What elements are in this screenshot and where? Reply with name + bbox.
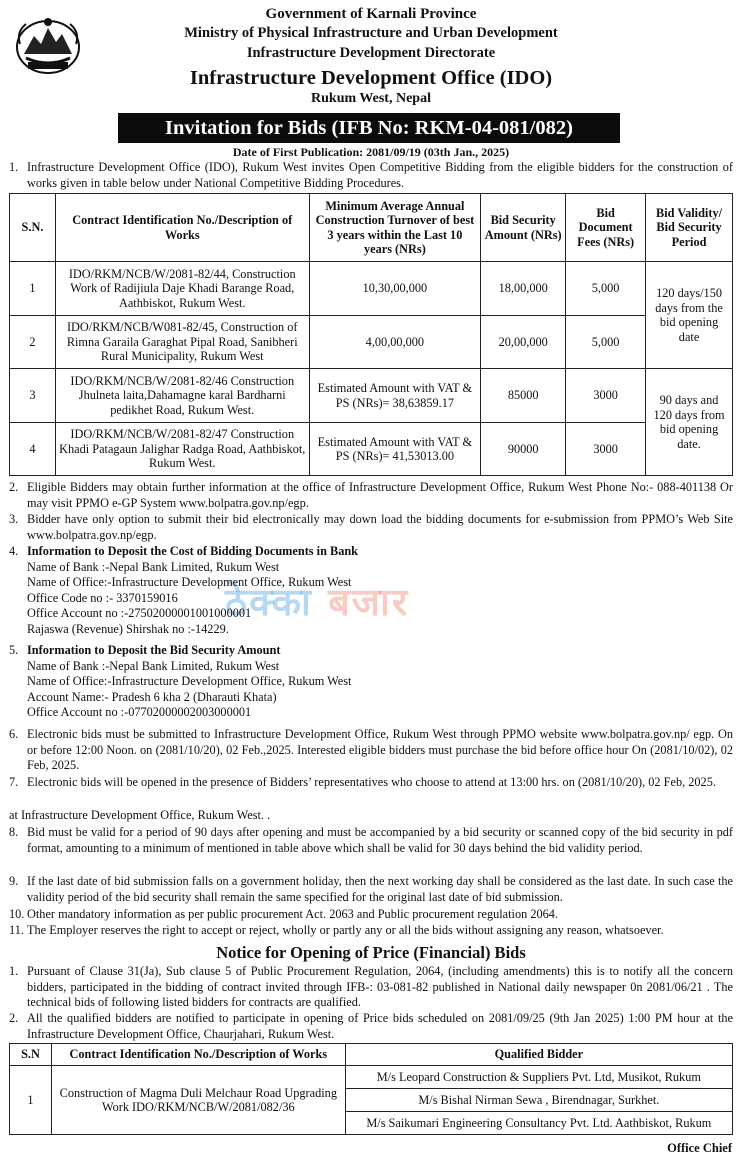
bidder-2: M/s Bishal Nirman Sewa , Birendnagar, Surkhet. — [345, 1089, 732, 1112]
table-row: 2 IDO/RKM/NCB/W081-82/45, Construction of Rimna Garaila Garaghat Pipal Road, Sanibheri Rural Municipality, Rukum West 4,00,00,000 20,00,000 5,000 — [10, 316, 733, 369]
col-contract: Contract Identification No./Description of Works — [55, 194, 309, 262]
notice-para-2: 2. All the qualified bidders are notified to participate in opening of Price bids scheduled on 2081/09/25 (9th Jan 2025) 1:00 PM hour at the Infrastructure Development Office, Chaurjahari, Rukum West. — [9, 1011, 733, 1041]
table-header-row — [10, 194, 733, 262]
ministry-line: Ministry of Physical Infrastructure and Urban Development — [184, 25, 558, 41]
para-5: 5. Information to Deposit the Bid Security Amount Name of Bank :-Nepal Bank Limited, Rukum West Name of Office:-Infrastructure Development Office, Rukum West Account Name:- Pradesh 6 kha 2 (Dharauti Khata) Office Account no :-07702000002003000001 — [9, 643, 352, 719]
signature-office-chief: Office Chief — [667, 1141, 732, 1155]
para-3: 3. Bidder have only option to submit their bid electronically may down load the bidding documents for e-submission from PPMO’s Web Site www.bolpatra.gov.np/egp. — [9, 512, 733, 542]
para-1: 1. Infrastructure Development Office (IDO), Rukum West invites Open Competitive Bidding from the eligible bidders for the construction of works given in table below under National Competitive Bidding Procedures. — [9, 160, 733, 190]
para-6: 6. Electronic bids must be submitted to Infrastructure Development Office, Rukum West through PPMO website www.bolpatra.gov.np/ egp. On or before 12:00 Noon. on (2081/10/20), 02 Feb.,2025. Interested eligible bidders must purchase the bid before office hour On (2081/10/02), 02 Feb, 2025. — [9, 727, 733, 772]
validity-a: 120 days/150 days from the bid opening date — [646, 262, 733, 369]
watermark: ठेक्का बजार — [225, 580, 410, 624]
publication-date: Date of First Publication: 2081/09/19 (03th Jan., 2025) — [232, 145, 510, 159]
table-row: 3 IDO/RKM/NCB/W/2081-82/46 Construction Jhulneta laita,Dahamagne karal Bardharni pedikhet Road, Rukum West. Estimated Amount with VAT & PS (NRs)= 38,63859.17 85000 3000 90 days and 120 days from bid opening date. — [10, 369, 733, 423]
directorate-line: Infrastructure Development Directorate — [246, 45, 496, 61]
para-7: 7. Electronic bids will be opened in the presence of Bidders’ representatives who choose to attend at 13:00 hrs. on (2081/10/20), 02 Feb, 2025. — [9, 775, 716, 789]
col-turnover: Minimum Average Annual Construction Turnover of best 3 years within the Last 10 years (NRs) — [309, 194, 481, 262]
bidder-1: M/s Leopard Construction & Suppliers Pvt. Ltd, Musikot, Rukum — [345, 1066, 732, 1089]
col-fees: Bid Document Fees (NRs) — [566, 194, 646, 262]
para-7b: at Infrastructure Development Office, Rukum West. . — [9, 808, 271, 822]
para-4: 4. Information to Deposit the Cost of Bidding Documents in Bank Name of Bank :-Nepal Bank Limited, Rukum West Name of Office:-Infrastructure Development Office, Rukum West Office Code no :- 3370159016 Office Account no :-27502000001001000001 Rajaswa (Revenue) Shirshak no :-14229. — [9, 544, 359, 636]
col-validity: Bid Validity/ Bid Security Period — [646, 194, 733, 262]
para-11: 11. The Employer reserves the right to accept or reject, wholly or partly any or all the bids without assigning any reason, whatsoever. — [9, 923, 664, 937]
bidder-3: M/s Saikumari Engineering Consultancy Pvt. Ltd. Aathbiskot, Rukum — [345, 1112, 732, 1135]
notice-title: Notice for Opening of Price (Financial) Bids — [216, 943, 526, 962]
notice-para-1: 1. Pursuant of Clause 31(Ja), Sub clause 5 of Public Procurement Regulation, 2064, (including amendments) this is to notify all the concern bidders, participated in the bidding of contract invited through IFB-: 03-081-82 published in National daily newspaper 0n 2081/06/21 . The technical bids of following listed bidders for contracts are qualified. — [9, 964, 733, 1009]
contracts-table — [9, 193, 733, 476]
office-title: Infrastructure Development Office (IDO) — [189, 67, 553, 89]
para-9: 9. If the last date of bid submission falls on a government holiday, then the next working day shall be considered as the last date. In such case the validity period of the bid security shall remain the same specified for the original last date of bid submission. — [9, 874, 733, 904]
table-header-row: S.N Contract Identification No./Description of Works Qualified Bidder — [10, 1044, 733, 1066]
office-location: Rukum West, Nepal — [311, 91, 431, 106]
col-sn: S.N. — [10, 194, 56, 262]
ifb-banner: Invitation for Bids (IFB No: RKM-04-081/082) — [118, 113, 620, 143]
government-line: Government of Karnali Province — [265, 6, 477, 22]
para-2: 2. Eligible Bidders may obtain further information at the office of Infrastructure Development Office, Rukum West Phone No:- 088-401138 Or may visit PPMO e-GP System www.bolpatra.gov.np/egp. — [9, 480, 733, 510]
table-row: 1 Construction of Magma Duli Melchaur Road Upgrading Work IDO/RKM/NCB/W/2081/082/36 M/s Leopard Construction & Suppliers Pvt. Ltd, Musikot, Rukum — [10, 1066, 733, 1089]
para-10: 10. Other mandatory information as per public procurement Act. 2063 and Public procurement regulation 2064. — [9, 907, 559, 921]
col-security: Bid Security Amount (NRs) — [481, 194, 566, 262]
qualified-bidders-table — [9, 1043, 733, 1135]
table-row: 4 IDO/RKM/NCB/W/2081-82/47 Construction Khadi Patagaun Jalighar Radga Road, Aathbiskot, Rukum West. Estimated Amount with VAT & PS (NRs)= 41,53013.00 90000 3000 — [10, 423, 733, 476]
table-row: 1 IDO/RKM/NCB/W/2081-82/44, Construction Work of Radijiula Daje Khadi Barange Road, Aathbiskot, Rukum West. 10,30,00,000 18,00,000 5,000 120 days/150 days from the bid opening date — [10, 262, 733, 316]
para-8: 8. Bid must be valid for a period of 90 days after opening and must be accompanied by a bid security or scanned copy of the bid security in pdf format, amounting to a minimum of mentioned in table above which shall be valid for 30 days behind the bid validity period. — [9, 825, 733, 855]
validity-b: 90 days and 120 days from bid opening date. — [646, 369, 733, 476]
